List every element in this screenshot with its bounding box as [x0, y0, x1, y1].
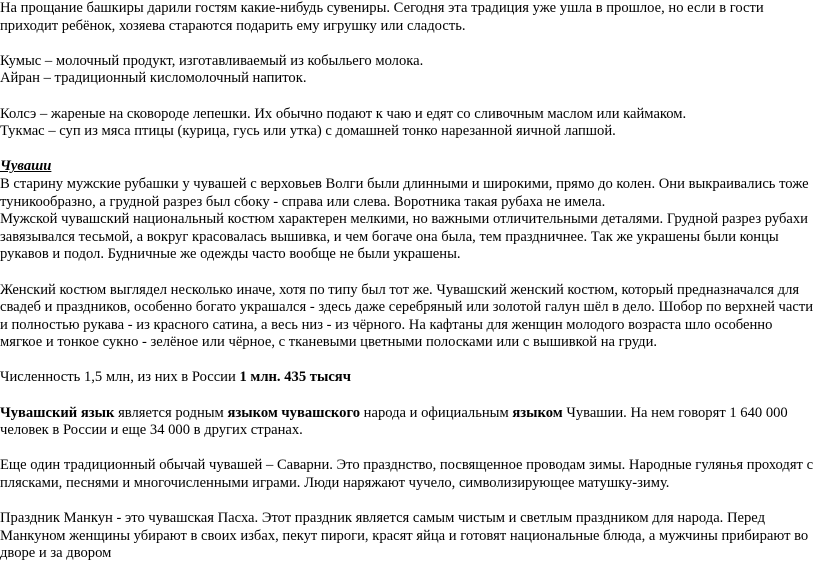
- blank-line: [0, 440, 816, 458]
- paragraph-population: [0, 369, 816, 387]
- paragraph-men-costume-1: В старину мужские рубашки у чувашей с верховьев Волги были длинными и широкими, прямо до колен. Они выкраивались тоже туникообразно, а грудной разрез был сбоку - справа или слева. Воротника такая рубаха не имела.: [0, 175, 809, 210]
- lang-bold-3: языком: [512, 404, 563, 421]
- paragraph-women-costume: Женский костюм выглядел несколько иначе, хотя по типу был тот же. Чувашский женский костюм, который предназначался для свадеб и праздников, особенно богато украшался - здесь даже серебряный или золотой галун шёл в дело. Шобор по верхней части и полностью рукава - из красного сатина, а весь низ - из чёрного. На кафтаны для женщин молодого возраста шло особенно мягкое и тонкое сукно - зелёное или чёрное, с тканевыми цветными полосками или с вышивкой на груди.: [0, 281, 814, 351]
- paragraph-kolse: Колсэ – жареные на сковороде лепешки. Их обычно подают к чаю и едят со сливочным маслом или каймаком.: [0, 105, 687, 122]
- lang-text-1: является родным: [114, 404, 228, 421]
- paragraph-mankun: Праздник Манкун - это чувашская Пасха. Этот праздник является самым чистым и светлым праздником для народа. Перед Манкуном женщины убирают в своих избах, пекут пироги, красят яйца и готовят национальные блюда, а мужчины прибирают во дворе и за двором: [0, 510, 809, 562]
- lang-text-2: народа и официальным: [360, 404, 513, 421]
- lang-bold-2: языком чувашского: [227, 404, 361, 421]
- blank-line: [0, 387, 816, 405]
- paragraph-men-costume-2: Мужской чувашский национальный костюм характерен мелкими, но важными отличительными деталями. Грудной разрез рубахи завязывался тесьмой, а вокруг красовалась вышивка, и чем богаче она была, тем праздничнее. Так же украшены были концы рукавов и подол. Будничные же одежды часто вообще не были украшены.: [0, 211, 808, 263]
- blank-line: [0, 141, 816, 159]
- blank-line: [0, 352, 816, 370]
- blank-line: [0, 493, 816, 511]
- paragraph-tukmas: Тукмас – суп из мяса птицы (курица, гусь или утка) с домашней тонко нарезанной яичной лапшой.: [0, 123, 616, 140]
- lang-bold-1: Чувашский язык: [0, 404, 115, 421]
- paragraph-farewell-gifts: На прощание башкиры дарили гостям какие-нибудь сувениры. Сегодня эта традиция уже ушла в прошлое, но если в гости приходит ребёнок, хозяева стараются подарить ему игрушку или сладость.: [0, 0, 764, 34]
- blank-line: [0, 264, 816, 282]
- blank-line: [0, 35, 816, 53]
- paragraph-airan: Айран – традиционный кисломолочный напиток.: [0, 70, 307, 87]
- section-heading-chuvash: [0, 158, 816, 176]
- paragraph-kumys: Кумыс – молочный продукт, изготавливаемый из кобыльего молока.: [0, 52, 424, 69]
- lang-text-3: Чувашии. На нем говорят 1 640 000 человек в России и еще 34 000 в других странах.: [0, 404, 788, 439]
- population-text: Численность 1,5 млн, из них в России: [0, 369, 240, 386]
- blank-line: [0, 88, 816, 106]
- paragraph-savarni: Еще один традиционный обычай чувашей – Саварни. Это празднство, посвященное проводам зимы. Народные гулянья проходят с плясками, песнями и многочисленными играми. Люди наряжают чучело, символизирующее матушку-зиму.: [0, 457, 814, 492]
- chuvash-heading-text: Чуваши: [0, 158, 52, 175]
- paragraph-language: [0, 405, 816, 440]
- population-figure: 1 млн. 435 тысяч: [239, 369, 351, 386]
